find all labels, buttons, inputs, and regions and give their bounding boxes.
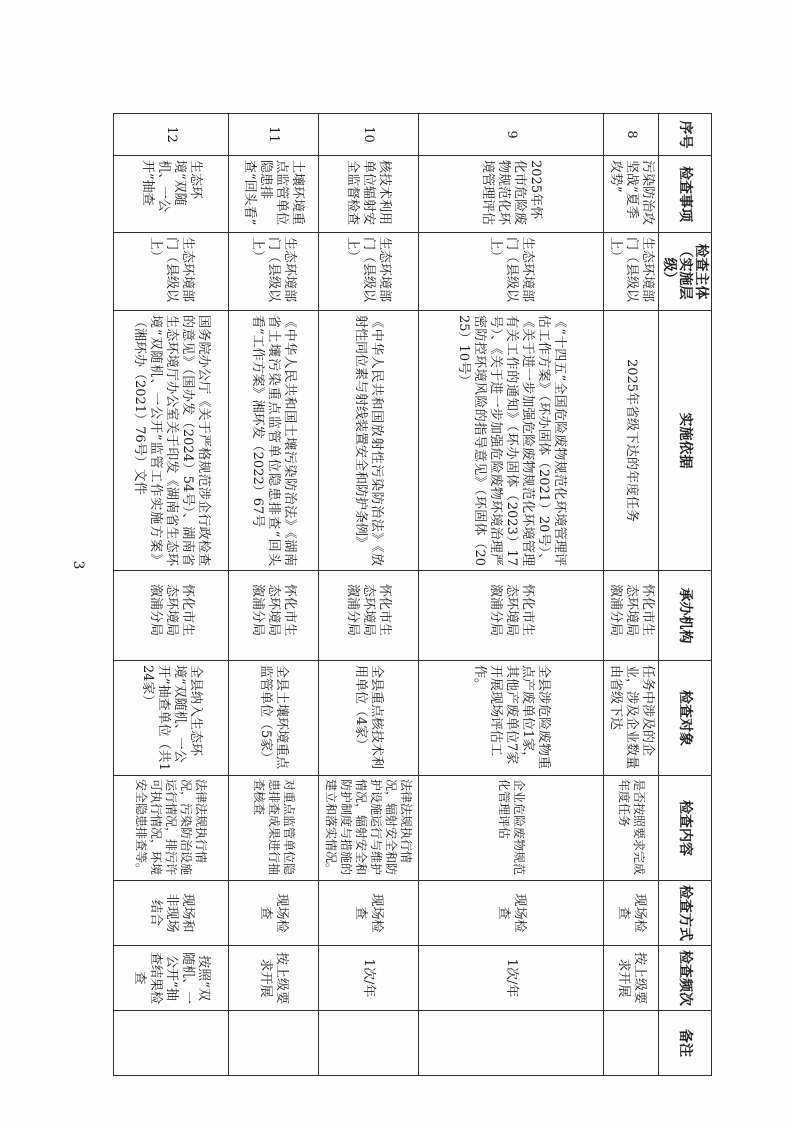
row-8-basis: 2025年省级下达的年度任务 bbox=[604, 311, 659, 571]
table-row-11 bbox=[229, 114, 319, 1076]
row-8-item: 污染防治攻坚战“夏季攻势” bbox=[604, 156, 659, 233]
row-8-remarks bbox=[604, 1011, 659, 1076]
row-9-remarks bbox=[419, 1011, 604, 1076]
page-number: 3 bbox=[70, 560, 86, 570]
header-target: 检查对象 bbox=[659, 661, 712, 776]
row-8-serial: 8 bbox=[604, 114, 659, 156]
header-item: 检查事项 bbox=[659, 156, 712, 233]
row-10-content: 法律法规执行情况，辐射安全和防护设施运行与维护情况，辐射安全和防护制度与措施的建立和落实情况。 bbox=[319, 776, 419, 881]
row-11-item: 土壤环境重点监管单位隐患排查“回头看” bbox=[229, 156, 319, 233]
header-agency: 承办机构 bbox=[659, 571, 712, 661]
table-row-12 bbox=[114, 114, 229, 1076]
table-row-8 bbox=[604, 114, 659, 1076]
row-11-basis: 《中华人民共和国土壤污染防治法》《湖南省土壤污染重点监管单位隐患排查“回头看”工作方案》湘环发（2022）67号 bbox=[229, 311, 319, 571]
row-12-frequency: 按照“双随机、一公开”抽查结果检查 bbox=[114, 946, 229, 1011]
row-12-item: 生态环境“双随机、一公开”抽查 bbox=[114, 156, 229, 233]
row-10-basis: 《中华人民共和国放射性污染防治法》《放射性同位素与射线装置安全和防护条例》 bbox=[319, 311, 419, 571]
header-remarks: 备注 bbox=[659, 1011, 712, 1076]
table-row-9 bbox=[419, 114, 604, 1076]
row-10-serial: 10 bbox=[319, 114, 419, 156]
row-8-subject: 生态环境部门（县级以上） bbox=[604, 233, 659, 311]
row-8-content: 是否按照要求完成年度任务 bbox=[604, 776, 659, 881]
header-subject: 检查主体（实施层级） bbox=[659, 233, 712, 311]
row-12-target: 全县纳入生态环境“双随机、一公开”抽查单位（共124家） bbox=[114, 661, 229, 776]
row-9-frequency: 1次/年 bbox=[419, 946, 604, 1011]
row-11-serial: 11 bbox=[229, 114, 319, 156]
row-11-agency: 怀化市生态环境局溆浦分局 bbox=[229, 571, 319, 661]
row-10-target: 全县重点核技术利用单位（4家） bbox=[319, 661, 419, 776]
header-serial: 序号 bbox=[659, 114, 712, 156]
row-12-subject: 生态环境部门（县级以上） bbox=[114, 233, 229, 311]
row-9-agency: 怀化市生态环境局溆浦分局 bbox=[419, 571, 604, 661]
row-10-agency: 怀化市生态环境局溆浦分局 bbox=[319, 571, 419, 661]
row-9-basis: 《“十四五”全国危险废物规范化环境管理评估工作方案》（环办固体（2021）20号）、《关于进一步加强危险废物规范化环境管理有关工作的通知》（环办固体（2023）17号）、《关于进一步加强危险废物环境治理严密防控环境风险的指导意见》（环固体（2025）10号） bbox=[419, 311, 604, 571]
row-11-content: 对重点监管单位隐患排查成果进行抽查核查 bbox=[229, 776, 319, 881]
row-8-target: 任务中涉及的企业，涉及企业数量由省级下达 bbox=[604, 661, 659, 776]
row-11-subject: 生态环境部门（县级以上） bbox=[229, 233, 319, 311]
inspection-table bbox=[113, 113, 712, 1076]
row-10-remarks bbox=[319, 1011, 419, 1076]
row-8-agency: 怀化市生态环境局溆浦分局 bbox=[604, 571, 659, 661]
row-9-method: 现场检查 bbox=[419, 881, 604, 946]
row-12-method: 现场和非现场结合 bbox=[114, 881, 229, 946]
row-11-target: 全县土壤环境重点监管单位（5家） bbox=[229, 661, 319, 776]
row-12-agency: 怀化市生态环境局溆浦分局 bbox=[114, 571, 229, 661]
row-12-serial: 12 bbox=[114, 114, 229, 156]
row-12-basis: 国务院办公厅《关于严格规范涉企行政检查的意见》（国办发（2024）54号）、湖南省生态环境厅办公室关于印发《湖南省生态环境“双随机、一公开”监管工作实施方案》（湘环办（2021）76号）文件 bbox=[114, 311, 229, 571]
row-9-content: 企业危险废物规范化管理评估 bbox=[419, 776, 604, 881]
row-11-remarks bbox=[229, 1011, 319, 1076]
header-method: 检查方式 bbox=[659, 881, 712, 946]
row-8-method: 现场检查 bbox=[604, 881, 659, 946]
row-10-item: 核技术利用单位辐射安全监督检查 bbox=[319, 156, 419, 233]
row-10-method: 现场检查 bbox=[319, 881, 419, 946]
row-10-frequency: 1次/年 bbox=[319, 946, 419, 1011]
table-header-row bbox=[659, 114, 712, 1076]
row-11-frequency: 按上级要求开展 bbox=[229, 946, 319, 1011]
header-basis: 实施依据 bbox=[659, 311, 712, 571]
row-12-content: 法律法规执行情况，污染防治设施运行情况，排污许可执行情况，环境安全隐患排查等。 bbox=[114, 776, 229, 881]
row-9-subject: 生态环境部门（县级以上） bbox=[419, 233, 604, 311]
row-11-method: 现场检查 bbox=[229, 881, 319, 946]
row-9-serial: 9 bbox=[419, 114, 604, 156]
header-content: 检查内容 bbox=[659, 776, 712, 881]
row-10-subject: 生态环境部门（县级以上） bbox=[319, 233, 419, 311]
header-frequency: 检查频次 bbox=[659, 946, 712, 1011]
row-8-frequency: 按上级要求开展 bbox=[604, 946, 659, 1011]
table-row-10 bbox=[319, 114, 419, 1076]
row-12-remarks bbox=[114, 1011, 229, 1076]
row-9-target: 全县涉危险废物重点产废单位1家，其他产废单位7家开展现场评估工作。 bbox=[419, 661, 604, 776]
row-9-item: 2025年怀化市危险废物规范化环境管理评估 bbox=[419, 156, 604, 233]
